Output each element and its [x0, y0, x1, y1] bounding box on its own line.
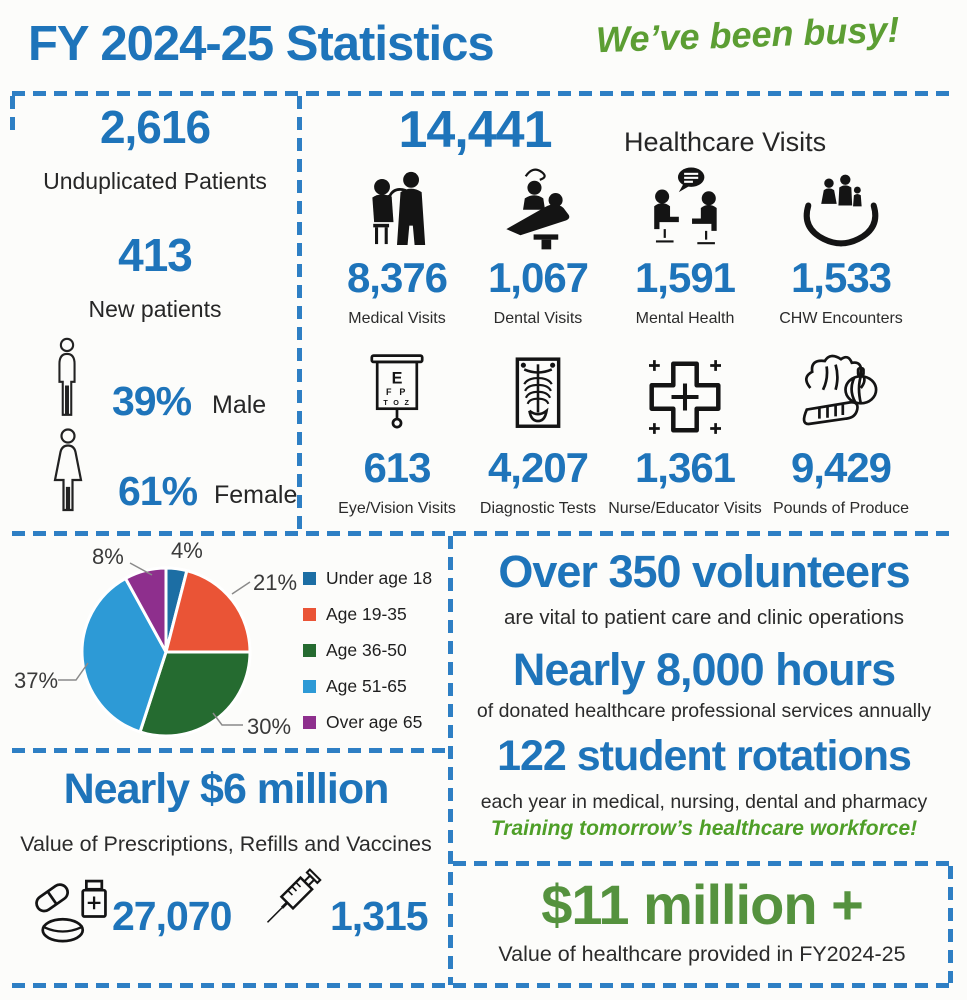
legend-swatch-under18 [303, 572, 316, 585]
stat-card-eye-vision [322, 350, 472, 518]
eye-vision-icon [352, 352, 442, 442]
produce-value: 9,429 [790, 444, 892, 491]
legend-label-51-65: Age 51-65 [326, 675, 407, 696]
pharmacy-subtext: Value of Prescriptions, Refills and Vaccines [20, 832, 432, 856]
stat-card-diagnostic [462, 350, 614, 518]
legend-label-under18: Under age 18 [326, 567, 433, 588]
dental-visits-value: 1,067 [487, 254, 589, 301]
divider-right-edge [948, 866, 953, 983]
mental-health-icon [638, 164, 732, 252]
legend-label-36-50: Age 36-50 [326, 639, 407, 660]
female-person-icon [46, 428, 90, 514]
dental-visits-label: Dental Visits [493, 310, 583, 327]
rotations-subtext: each year in medical, nursing, dental and pharmacy [480, 791, 928, 813]
value-subtext: Value of healthcare provided in FY2024-25 [498, 942, 906, 966]
new-patients-value: 413 [118, 229, 192, 281]
training-tagline: Training tomorrow’s healthcare workforce! [490, 817, 918, 840]
divider-left-bottom [12, 748, 449, 753]
eye-chart-row2: F P [385, 387, 409, 398]
stat-card-mental-health [606, 160, 764, 328]
nurse-educator-icon [640, 352, 730, 442]
pie-label-over65: 8% [92, 544, 124, 569]
male-percent: 39% [112, 378, 192, 424]
female-label: Female [214, 481, 298, 509]
hours-subtext: of donated healthcare professional services annually [476, 700, 932, 722]
divider-top [12, 91, 955, 96]
legend-item-51-65 [303, 668, 432, 704]
page-tagline: We’ve been busy! [595, 8, 901, 61]
pie-label-51-65: 37% [14, 668, 59, 693]
pie-label-under18: 4% [171, 538, 203, 563]
stat-card-produce [760, 350, 922, 518]
pie-label-19-35: 21% [253, 570, 298, 595]
female-percent: 61% [118, 468, 198, 514]
healthcare-visits-total: 14,441 [398, 101, 552, 159]
legend-swatch-over65 [303, 716, 316, 729]
diagnostic-tests-icon [495, 352, 581, 442]
rotations-headline: 122 student rotations [497, 732, 911, 780]
prescriptions-value: 27,070 [112, 893, 232, 939]
produce-label: Pounds of Produce [772, 500, 910, 517]
pie-legend [303, 560, 432, 740]
eye-vision-label: Eye/Vision Visits [338, 500, 456, 517]
mental-health-label: Mental Health [635, 310, 735, 327]
hours-headline: Nearly 8,000 hours [512, 644, 896, 695]
medical-visits-value: 8,376 [346, 254, 448, 301]
eye-vision-value: 613 [363, 444, 431, 491]
legend-label-over65: Over age 65 [326, 711, 423, 732]
legend-item-over65 [303, 704, 432, 740]
mental-health-value: 1,591 [634, 254, 736, 301]
dental-visits-icon [490, 164, 586, 252]
stat-card-nurse-educator [606, 350, 764, 518]
pie-label-36-50: 30% [247, 714, 292, 739]
syringe-icon [252, 862, 334, 948]
male-person-icon [50, 336, 84, 420]
unduplicated-patients-label: Unduplicated Patients [43, 168, 267, 194]
pills-icon [24, 872, 116, 952]
pharmacy-headline: Nearly $6 million [63, 765, 389, 813]
medical-visits-icon [351, 164, 443, 252]
divider-bottom [12, 983, 952, 988]
volunteers-headline: Over 350 volunteers [498, 546, 910, 597]
volunteers-subtext: are vital to patient care and clinic operations [504, 606, 904, 629]
age-pie-section [0, 530, 448, 748]
diagnostic-tests-label: Diagnostic Tests [479, 500, 597, 517]
healthcare-visits-label: Healthcare Visits [624, 127, 827, 157]
stat-card-medical [322, 160, 472, 328]
page-title: FY 2024-25 Statistics [28, 17, 494, 71]
eye-chart-row3: T O Z [383, 398, 411, 408]
unduplicated-patients-value: 2,616 [99, 101, 211, 153]
value-headline: $11 million + [541, 873, 863, 936]
medical-visits-label: Medical Visits [348, 310, 446, 327]
legend-swatch-51-65 [303, 680, 316, 693]
nurse-educator-value: 1,361 [634, 444, 736, 491]
chw-encounters-icon [795, 166, 887, 252]
new-patients-label: New patients [88, 296, 222, 322]
stat-card-chw [760, 160, 922, 328]
chw-encounters-value: 1,533 [790, 254, 892, 301]
legend-swatch-19-35 [303, 608, 316, 621]
legend-item-19-35 [303, 596, 432, 632]
divider-right-bottom [453, 861, 952, 866]
eye-chart-row1: E [391, 369, 403, 388]
nurse-educator-label: Nurse/Educator Visits [608, 500, 762, 517]
produce-icon [793, 352, 889, 442]
legend-item-36-50 [303, 632, 432, 668]
legend-swatch-36-50 [303, 644, 316, 657]
male-label: Male [212, 391, 267, 419]
legend-label-19-35: Age 19-35 [326, 603, 407, 624]
vaccines-value: 1,315 [330, 893, 428, 939]
chw-encounters-label: CHW Encounters [779, 310, 903, 327]
stat-card-dental [462, 160, 614, 328]
diagnostic-tests-value: 4,207 [487, 444, 589, 491]
legend-item-under18 [303, 560, 432, 596]
divider-vertical-lower [448, 536, 453, 985]
